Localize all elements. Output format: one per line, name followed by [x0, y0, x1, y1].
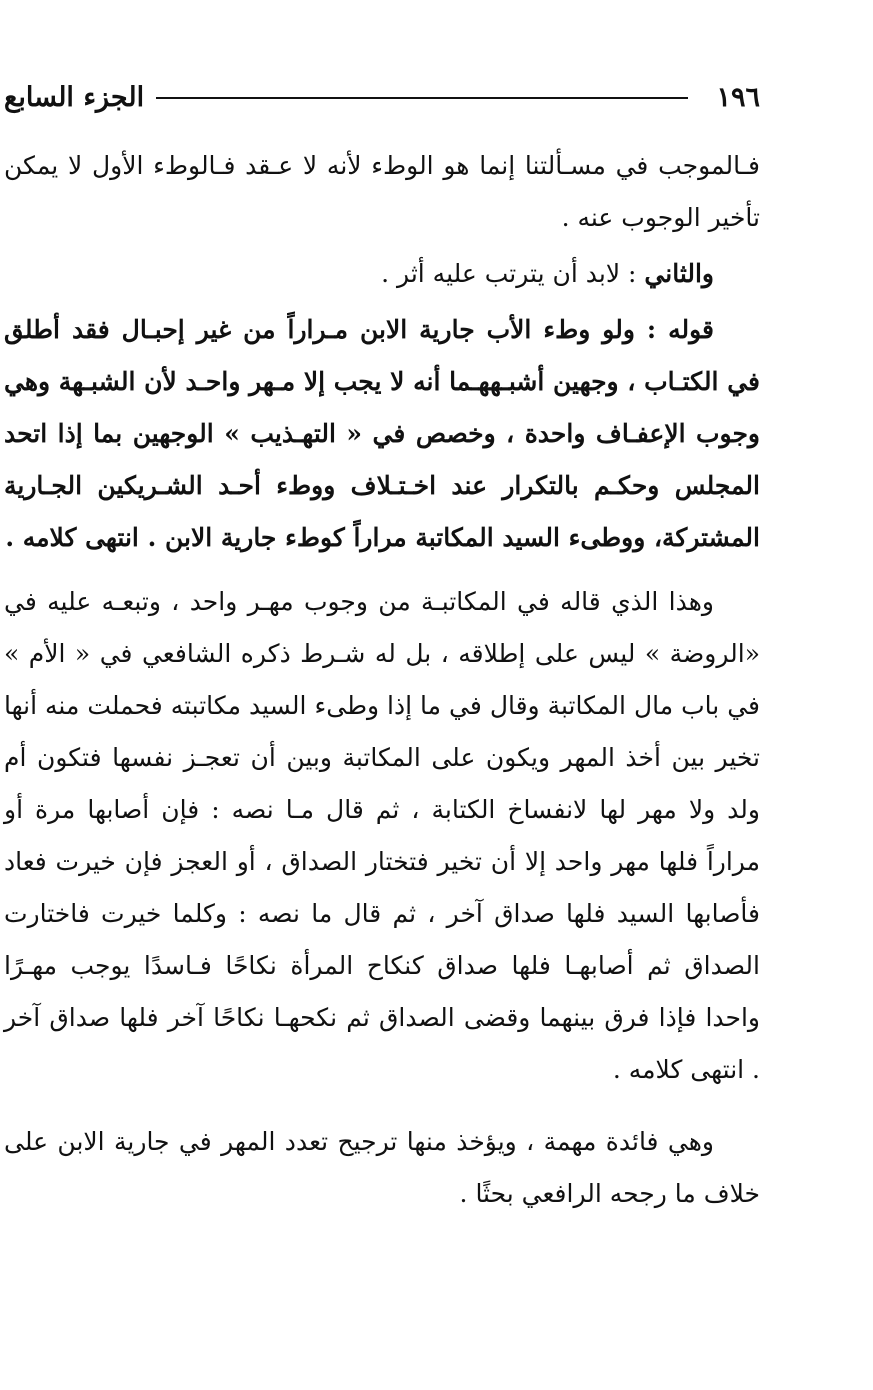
running-title: الجزء السابع [4, 82, 145, 113]
paragraph-2-lead: والثاني [644, 259, 714, 288]
page-header [4, 78, 760, 122]
page-body [4, 140, 760, 1220]
paragraph-2-rest: : لابد أن يترتب عليه أثر . [381, 259, 645, 288]
paragraph-2 [4, 248, 760, 300]
paragraph-4: وهذا الذي قاله في المكاتبـة من وجوب مهـر واحد ، وتبعـه عليه في «الروضة » ليس على إطلاقه ، بل له شـرط ذكره الشافعي في « الأم » في باب مال المكاتبة وقال في ما إذا وطىء السيد مكاتبته فحملت منه أنها تخير بين أخذ المهر ويكون على المكاتبة وبين أن تعجـز نفسها فتكون أم ولد ولا مهر لها لانفساخ الكتابة ، ثم قال مـا نصه : فإن أصابها مرة أو مراراً فلها مهر واحد إلا أن تخير فتختار الصداق ، أو العجز فإن خيرت فعاد فأصابها السيد فلها صداق آخر ، ثم قال ما نصه : وكلما خيرت فاختارت الصداق ثم أصابهـا فلها صداق كنكاح المرأة نكاحًا فـاسدًا يوجب مهـرًا واحدا فإذا فرق بينهما وقضى الصداق ثم نكحهـا نكاحًا آخر فلها صداق آخر . انتهى كلامه . [4, 587, 760, 1084]
page-number: ١٩٦ [716, 82, 760, 113]
header-rule [156, 97, 688, 99]
paragraph-3-quote: قوله : ولو وطء الأب جارية الابن مـراراً من غير إحبـال فقد أطلق في الكتـاب ، وجهين أشبـههـما أنه لا يجب إلا مـهر واحـد لأن الشبـهة وهي وجوب الإعفـاف واحدة ، وخصص في « التهـذيب » الوجهين بما إذا اتحد المجلس وحكـم بالتكرار عند اخـتـلاف ووطء أحـد الشـريكين الجـارية المشتركة، ووطىء السيد المكاتبة مراراً كوطء جارية الابن . انتهى كلامه . [4, 315, 760, 552]
paragraph-1: فـالموجب في مسـألتنا إنما هو الوطء لأنه لا عـقد فـالوطء الأول لا يمكن تأخير الوجوب عنه . [4, 151, 760, 232]
paragraph-5: وهي فائدة مهمة ، ويؤخذ منها ترجيح تعدد المهر في جارية الابن على خلاف ما رجحه الرافعي بحثًا . [4, 1127, 760, 1208]
